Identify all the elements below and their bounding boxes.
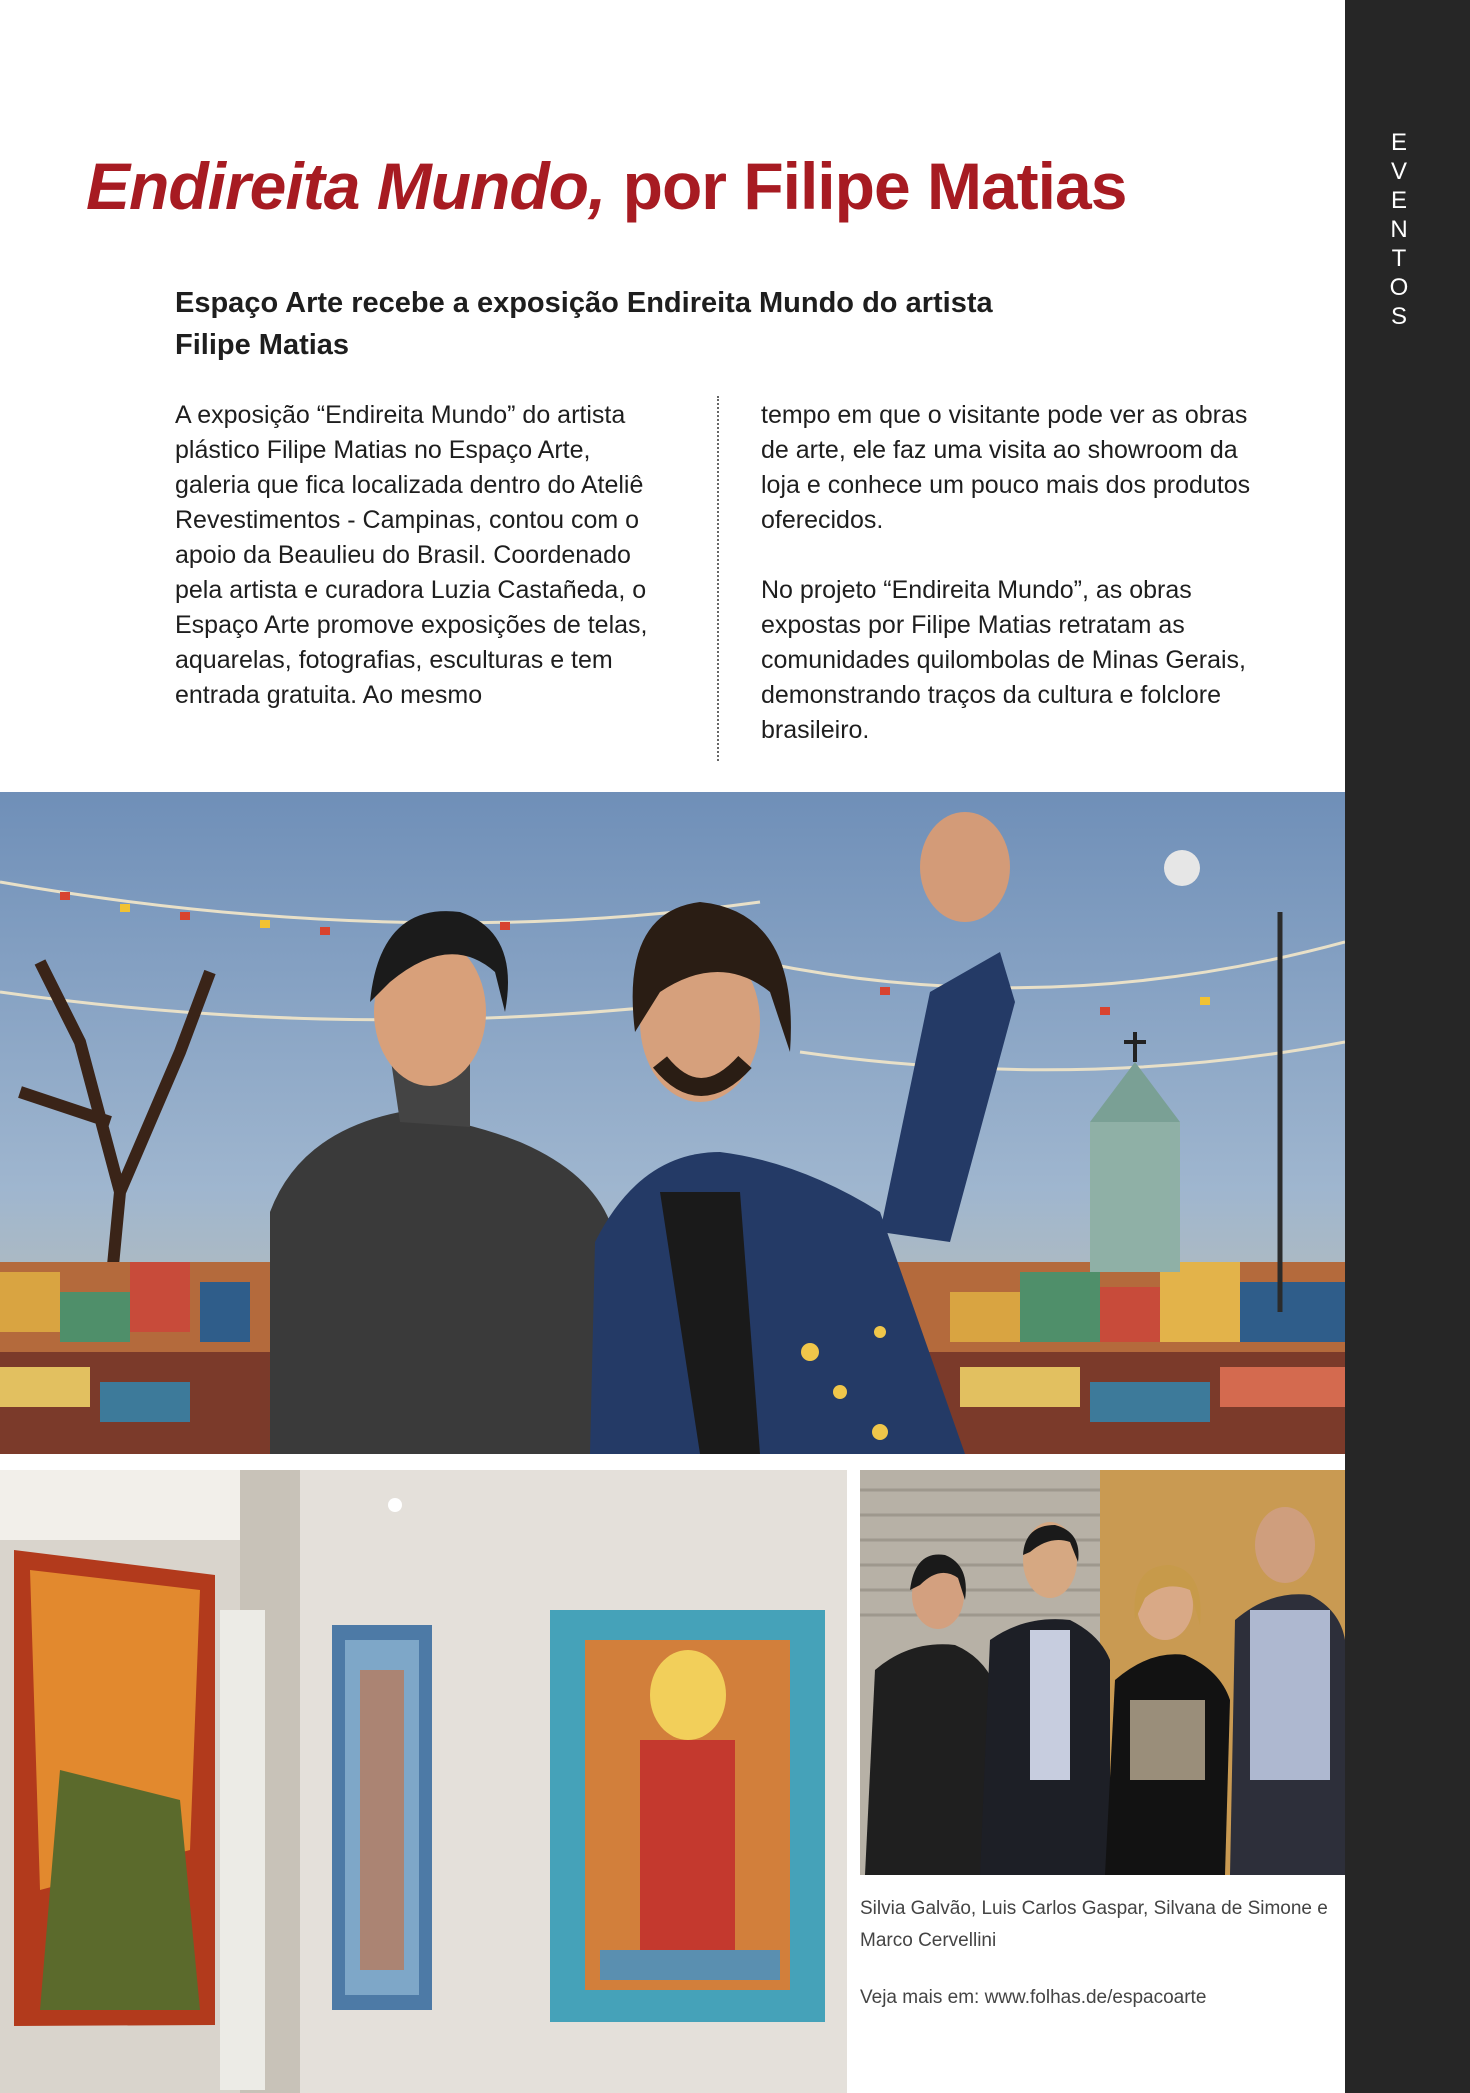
body-column-left bbox=[175, 398, 655, 748]
more-link[interactable]: Veja mais em: www.folhas.de/espacoarte bbox=[860, 1987, 1207, 2008]
title-rest: por Filipe Matias bbox=[605, 149, 1127, 223]
article-subtitle: Espaço Arte recebe a exposição Endireita Mundo do artista Filipe Matias bbox=[175, 287, 993, 361]
photo-caption: Silvia Galvão, Luis Carlos Gaspar, Silvana de Simone e Marco Cervellini bbox=[860, 1898, 1328, 1951]
article-title bbox=[86, 148, 1126, 224]
gallery-photo bbox=[0, 1470, 847, 2093]
group-photo bbox=[860, 1470, 1345, 1875]
section-label: EVENTOS bbox=[1389, 129, 1409, 330]
column-divider bbox=[717, 396, 719, 761]
body-paragraph: No projeto “Endireita Mundo”, as obras expostas por Filipe Matias retratam as comunidades quilombolas de Minas Gerais, demonstrando traços da cultura e folclore brasileiro. bbox=[761, 576, 1246, 744]
main-event-photo bbox=[0, 792, 1345, 1454]
title-italic: Endireita Mundo, bbox=[86, 149, 606, 223]
body-paragraph: A exposição “Endireita Mundo” do artista plástico Filipe Matias no Espaço Arte, galeria que fica localizada dentro do Ateliê Revestimentos - Campinas, contou com o apoio da Beaulieu do Brasil. Coordenado pela artista e curadora Luzia Castañeda, o Espaço Arte promove exposições de telas, aquarelas, fotografias, esculturas e tem entrada gratuita. Ao mesmo bbox=[175, 401, 648, 709]
body-paragraph: tempo em que o visitante pode ver as obras de arte, ele faz uma visita ao showroom da loja e conhece um pouco mais dos produtos oferecidos. bbox=[761, 401, 1251, 534]
body-column-right bbox=[761, 398, 1261, 783]
